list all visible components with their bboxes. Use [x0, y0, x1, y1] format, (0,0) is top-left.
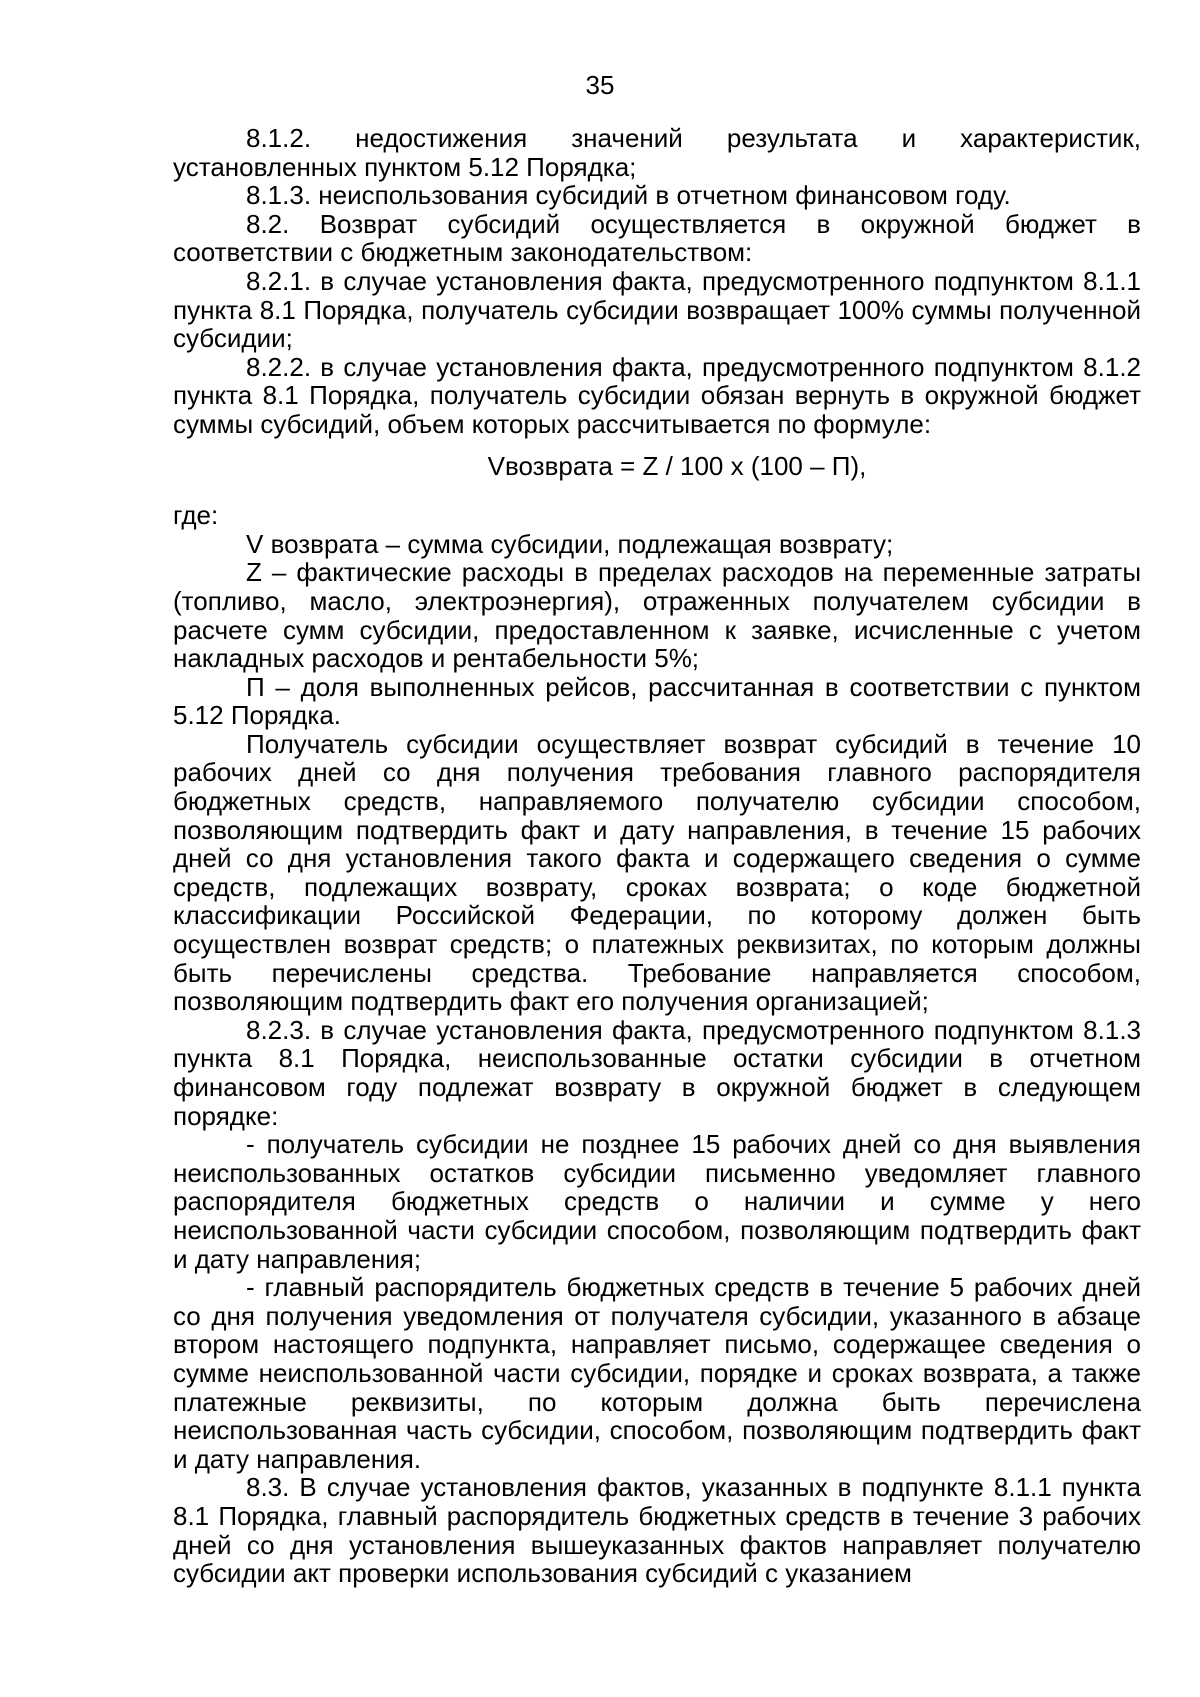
- paragraph: Получатель субсидии осуществляет возврат субсидий в течение 10 рабочих дней со дня получения требования главного распорядителя бюджетных средств, направляемого получателю субсидии способом, позволяющим подтвердить факт и дату направления, в течение 15 рабочих дней со дня установления такого факта и содержащего сведения о сумме средств, подлежащих возврату, сроках возврата; о коде бюджетной классификации Российской Федерации, по которому должен быть осуществлен возврат средств; о платежных реквизитах, по которым должны быть перечислены средства. Требование направляется способом, позволяющим подтвердить факт его получения организацией;: [173, 728, 1141, 1017]
- paragraph: 8.2.2. в случае установления факта, предусмотренного подпунктом 8.1.2 пункта 8.1 Порядка, получатель субсидии обязан вернуть в окружной бюджет суммы субсидий, объем которых рассчитывается по формуле:: [173, 351, 1141, 439]
- paragraph: 8.3. В случае установления фактов, указанных в подпункте 8.1.1 пункта 8.1 Порядка, главный распорядитель бюджетных средств в течение 3 рабочих дней со дня установления вышеуказанных фактов направляет получателю субсидии акт проверки использования субсидий с указанием: [173, 1472, 1141, 1589]
- paragraph: 8.2. Возврат субсидий осуществляется в окружной бюджет в соответствии с бюджетным законодательством:: [173, 208, 1141, 268]
- paragraph: - главный распорядитель бюджетных средств в течение 5 рабочих дней со дня получения уведомления от получателя субсидии, указанного в абзаце втором настоящего подпункта, направляет письмо, содержащее сведения о сумме неиспользованной части субсидии, порядке и сроках возврата, а также платежные реквизиты, по которым должна быть перечислена неиспользованная часть субсидии, способом, позволяющим подтвердить факт и дату направления.: [173, 1272, 1141, 1474]
- paragraph-where: где:: [173, 500, 219, 531]
- paragraph: П – доля выполненных рейсов, рассчитанная в соответствии с пунктом 5.12 Порядка.: [173, 671, 1141, 731]
- paragraph: - получатель субсидии не позднее 15 рабочих дней со дня выявления неиспользованных остатков субсидии письменно уведомляет главного распорядителя бюджетных средств о наличии и сумме у него неиспользованной части субсидии способом, позволяющим подтвердить факт и дату направления;: [173, 1129, 1141, 1274]
- paragraph: 8.2.1. в случае установления факта, предусмотренного подпунктом 8.1.1 пункта 8.1 Порядка, получатель субсидии возвращает 100% суммы полученной субсидии;: [173, 265, 1141, 354]
- paragraph: Z – фактические расходы в пределах расходов на переменные затраты (топливо, масло, электроэнергия), отраженных получателем субсидии в расчете сумм субсидии, предоставленном к заявке, исчисленные с учетом накладных расходов и рентабельности 5%;: [173, 557, 1141, 674]
- paragraph: 8.1.2. недостижения значений результата и характеристик, установленных пунктом 5.12 Порядка;: [173, 123, 1141, 182]
- document-body: [173, 124, 1141, 1588]
- paragraph: V возврата – сумма субсидии, подлежащая возврату;: [246, 528, 894, 559]
- paragraph: 8.2.3. в случае установления факта, предусмотренного подпунктом 8.1.3 пункта 8.1 Порядка, неиспользованные остатки субсидии в отчетном финансовом году подлежат возврату в окружной бюджет в следующем порядке:: [173, 1014, 1141, 1131]
- formula: Vвозврата = Z / 100 x (100 – П),: [487, 450, 867, 481]
- page-number: 35: [585, 70, 615, 100]
- paragraph: 8.1.3. неиспользования субсидий в отчетном финансовом году.: [246, 180, 1011, 211]
